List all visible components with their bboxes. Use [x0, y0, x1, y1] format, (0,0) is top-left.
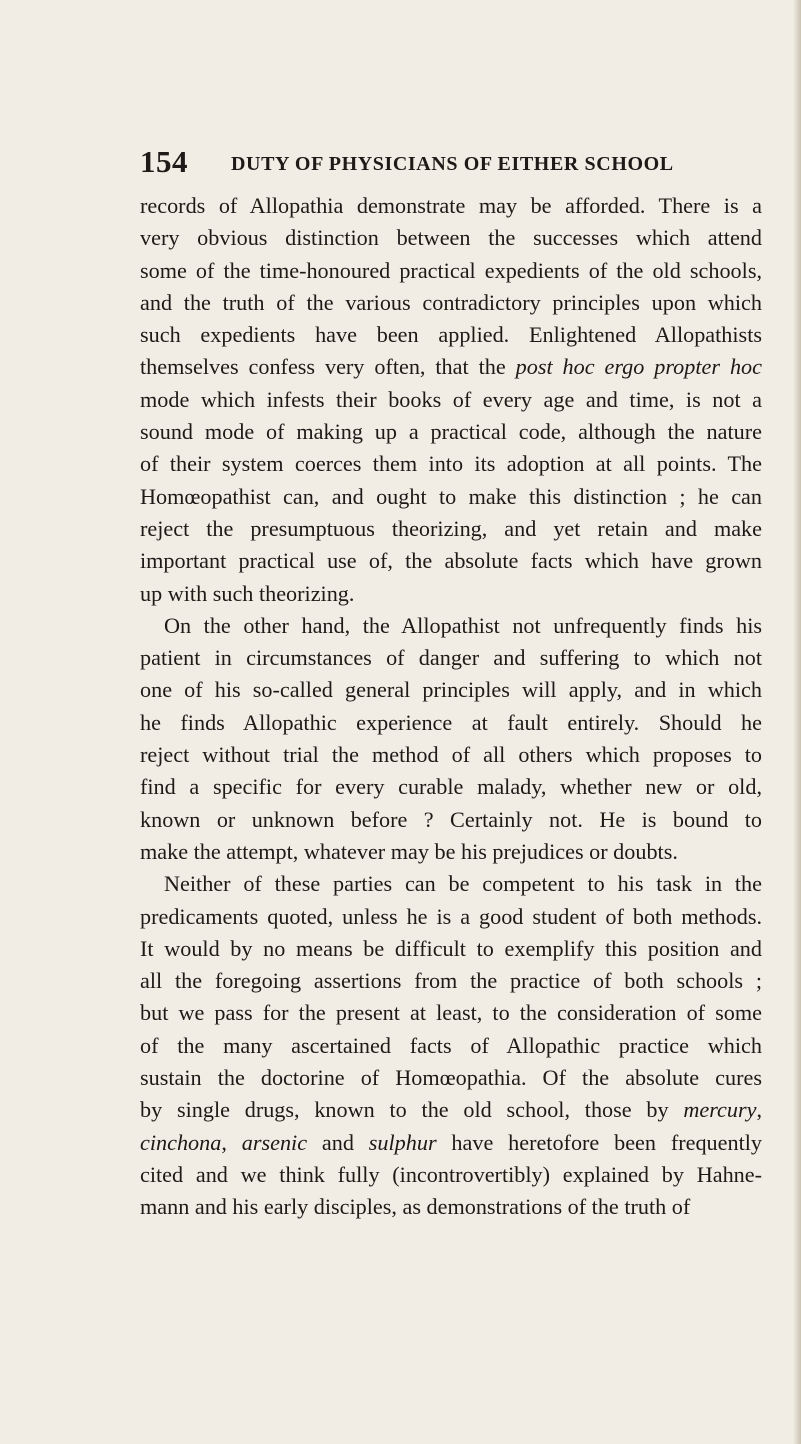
- text-line: sustain the doctorine of Homœopathia. Of the absolute cures: [140, 1065, 762, 1091]
- text-line: reject the presumptuous theorizing, and yet retain and make: [140, 515, 762, 541]
- text-line: he finds Allopathic experience at fault entirely. Should he: [140, 709, 762, 735]
- text-line: make the attempt, whatever may be his prejudices or doubts.: [140, 838, 678, 864]
- text-line: but we pass for the present at least, to the consideration of some: [140, 1000, 762, 1026]
- italic-phrase: cinchona: [140, 1129, 222, 1155]
- text-line: records of Allopathia demonstrate may be afforded. There is a: [140, 193, 762, 218]
- text-run: ,: [221, 1129, 242, 1155]
- text-line: Homœopathist can, and ought to make this distinction ; he can: [140, 483, 762, 509]
- text-run: and: [307, 1129, 369, 1155]
- text-run: themselves confess very often, that the: [140, 354, 516, 380]
- text-line: On the other hand, the Allopathist not unfrequently finds his: [164, 612, 762, 638]
- text-line: up with such theorizing.: [140, 580, 355, 606]
- text-line: all the foregoing assertions from the practice of both schools ;: [140, 968, 762, 994]
- italic-phrase: sulphur: [368, 1129, 437, 1155]
- text-line: of their system coerces them into its adoption at all points. The: [140, 451, 762, 477]
- body-text: [140, 190, 762, 1224]
- italic-phrase: post hoc ergo propter hoc: [515, 354, 762, 380]
- text-run: ,: [756, 1097, 762, 1123]
- text-line: important practical use of, the absolute facts which have grown: [140, 548, 762, 574]
- text-line: [140, 1094, 762, 1126]
- text-line: [140, 1127, 762, 1159]
- italic-phrase: arsenic: [241, 1129, 308, 1155]
- text-line: [140, 351, 762, 383]
- text-line: patient in circumstances of danger and suffering to which not: [140, 645, 762, 671]
- text-line: of the many ascertained facts of Allopathic practice which: [140, 1032, 762, 1058]
- text-line: mode which infests their books of every age and time, is not a: [140, 386, 762, 412]
- text-line: one of his so-called general principles will apply, and in which: [140, 677, 762, 703]
- text-run: by single drugs, known to the old school, those by: [140, 1097, 684, 1123]
- text-line: find a specific for every curable malady, whether new or old,: [140, 774, 762, 800]
- text-line: sound mode of making up a practical code, although the nature: [140, 419, 762, 445]
- text-line: reject without trial the method of all others which proposes to: [140, 742, 762, 768]
- text-line: cited and we think fully (incontrovertibly) explained by Hahne-: [140, 1161, 762, 1187]
- page-header: [140, 142, 760, 182]
- text-run: have heretofore been frequently: [436, 1129, 762, 1155]
- page-number: 154: [140, 144, 188, 179]
- text-line: mann and his early disciples, as demonstrations of the truth of: [140, 1194, 691, 1220]
- text-line: very obvious distinction between the successes which attend: [140, 225, 762, 251]
- text-line: It would by no means be difficult to exemplify this position and: [140, 935, 762, 961]
- text-line: some of the time-honoured practical expedients of the old schools,: [140, 257, 762, 283]
- text-line: known or unknown before ? Certainly not. He is bound to: [140, 806, 762, 832]
- text-line: such expedients have been applied. Enlightened Allopathists: [140, 322, 762, 348]
- running-head: DUTY OF PHYSICIANS OF EITHER SCHOOL: [231, 153, 674, 175]
- text-line: Neither of these parties can be competent to his task in the: [164, 871, 762, 897]
- text-line: predicaments quoted, unless he is a good student of both methods.: [140, 903, 762, 929]
- italic-phrase: mercury: [683, 1097, 757, 1123]
- page-edge-shadow: [793, 0, 801, 1444]
- text-line: and the truth of the various contradictory principles upon which: [140, 289, 762, 315]
